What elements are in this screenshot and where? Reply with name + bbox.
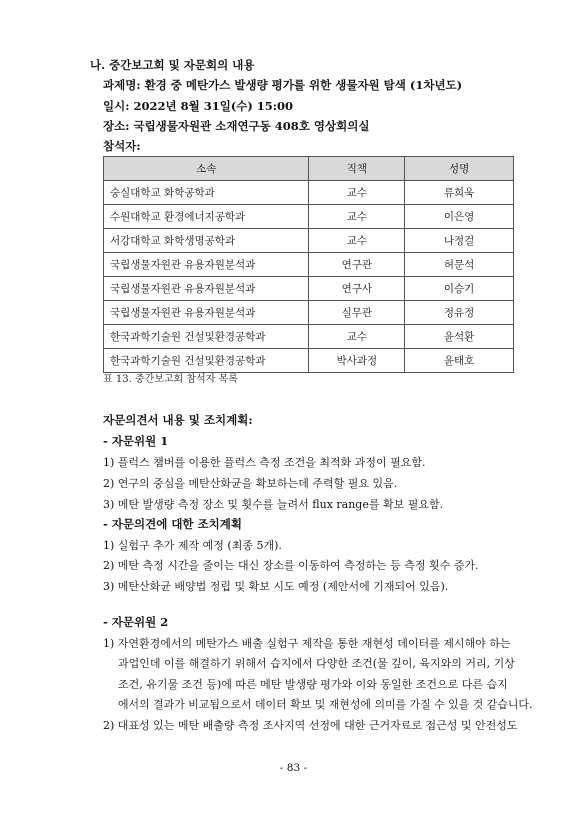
advisor1-item: 1) 플럭스 챔버를 이용한 플럭스 측정 조건을 최적화 과정이 필요함. xyxy=(103,456,426,469)
page-number: - 83 - xyxy=(279,762,308,774)
table-row xyxy=(104,253,514,277)
advisor2-line: 에서의 결과가 비교됨으로서 데이터 확보 및 재현성에 의미를 가질 수 있을 것 같습니다. xyxy=(118,698,533,711)
cell-name: 이승기 xyxy=(405,277,514,301)
cell-position: 박사과정 xyxy=(309,349,405,373)
cell-position: 실무관 xyxy=(309,301,405,325)
advisor2-line: 과업인데 이를 해결하기 위해서 습지에서 다양한 조건(물 깊이, 육지와의 거리, 기상 xyxy=(118,657,515,670)
table-caption: 표 13. 중간보고회 참석자 목록 xyxy=(103,374,238,385)
cell-affiliation: 국립생물자원관 유용자원분석과 xyxy=(104,253,309,277)
advisor1-title: - 자문위원 1 xyxy=(103,434,169,448)
table-row xyxy=(104,277,514,301)
action-item: 1) 실험구 추가 제작 예정 (최종 5개). xyxy=(103,539,282,552)
action-item: 3) 메탄산화균 배양법 정립 및 확보 시도 예정 (제안서에 기재되어 있음). xyxy=(103,580,449,593)
meeting-place: 장소: 국립생물자원관 소재연구동 408호 영상회의실 xyxy=(103,119,370,133)
project-title: 과제명: 환경 중 메탄가스 발생량 평가를 위한 생물자원 탐색 (1차년도) xyxy=(103,78,463,92)
advisor2-line: 조건, 유기물 조건 등)에 따른 메탄 발생량 평가와 이와 동일한 조건으로 다른 습지 xyxy=(118,678,508,691)
action-item: 2) 메탄 측정 시간을 줄이는 대신 장소를 이동하여 측정하는 등 측정 횟수 증가. xyxy=(103,559,479,572)
cell-affiliation: 국립생물자원관 유용자원분석과 xyxy=(104,301,309,325)
advisor2-line: 2) 대표성 있는 메탄 배출량 측정 조사지역 선정에 대한 근거자료로 접근성 및 안전성도 xyxy=(103,719,518,732)
cell-position: 교수 xyxy=(309,181,405,205)
table-row xyxy=(104,181,514,205)
table-row xyxy=(104,325,514,349)
cell-name: 이은영 xyxy=(405,205,514,229)
advisor1-item: 3) 메탄 발생량 측정 장소 및 횟수를 늘려서 flux range를 확보 필요함. xyxy=(103,498,444,511)
meeting-datetime: 일시: 2022년 8월 31일(수) 15:00 xyxy=(103,99,294,113)
cell-affiliation: 한국과학기술원 건설및환경공학과 xyxy=(104,349,309,373)
cell-name: 정유정 xyxy=(405,301,514,325)
cell-name: 나정걸 xyxy=(405,229,514,253)
table-row xyxy=(104,301,514,325)
table-row xyxy=(104,229,514,253)
advisor2-line: 1) 자연환경에서의 메탄가스 배출 실험구 제작을 통한 재현성 데이터를 제시해야 하는 xyxy=(103,637,511,650)
header-affiliation: 소속 xyxy=(104,157,309,181)
cell-name: 류희욱 xyxy=(405,181,514,205)
action-title: - 자문의견에 대한 조치계획 xyxy=(103,517,242,531)
section-heading: 나. 중간보고회 및 자문회의 내용 xyxy=(90,58,255,72)
header-position: 직책 xyxy=(309,157,405,181)
cell-affiliation: 수원대학교 환경에너지공학과 xyxy=(104,205,309,229)
cell-name: 윤석환 xyxy=(405,325,514,349)
cell-affiliation: 서강대학교 화학생명공학과 xyxy=(104,229,309,253)
cell-name: 허문석 xyxy=(405,253,514,277)
cell-affiliation: 숭실대학교 화학공학과 xyxy=(104,181,309,205)
attendees-table xyxy=(103,156,514,373)
advisor2-title: - 자문위원 2 xyxy=(103,615,169,629)
table-row xyxy=(104,205,514,229)
advice-title: 자문의견서 내용 및 조치계획: xyxy=(103,413,253,427)
table-header-row xyxy=(104,157,514,181)
table-row xyxy=(104,349,514,373)
cell-position: 교수 xyxy=(309,325,405,349)
cell-position: 교수 xyxy=(309,229,405,253)
cell-affiliation: 한국과학기술원 건설및환경공학과 xyxy=(104,325,309,349)
advisor1-item: 2) 연구의 중심을 메탄산화균을 확보하는데 주력할 필요 있음. xyxy=(103,477,398,490)
header-name: 성명 xyxy=(405,157,514,181)
cell-position: 연구사 xyxy=(309,277,405,301)
cell-name: 윤태호 xyxy=(405,349,514,373)
cell-position: 교수 xyxy=(309,205,405,229)
cell-position: 연구관 xyxy=(309,253,405,277)
attendees-label: 참석자: xyxy=(103,139,141,153)
cell-affiliation: 국립생물자원관 유용자원분석과 xyxy=(104,277,309,301)
